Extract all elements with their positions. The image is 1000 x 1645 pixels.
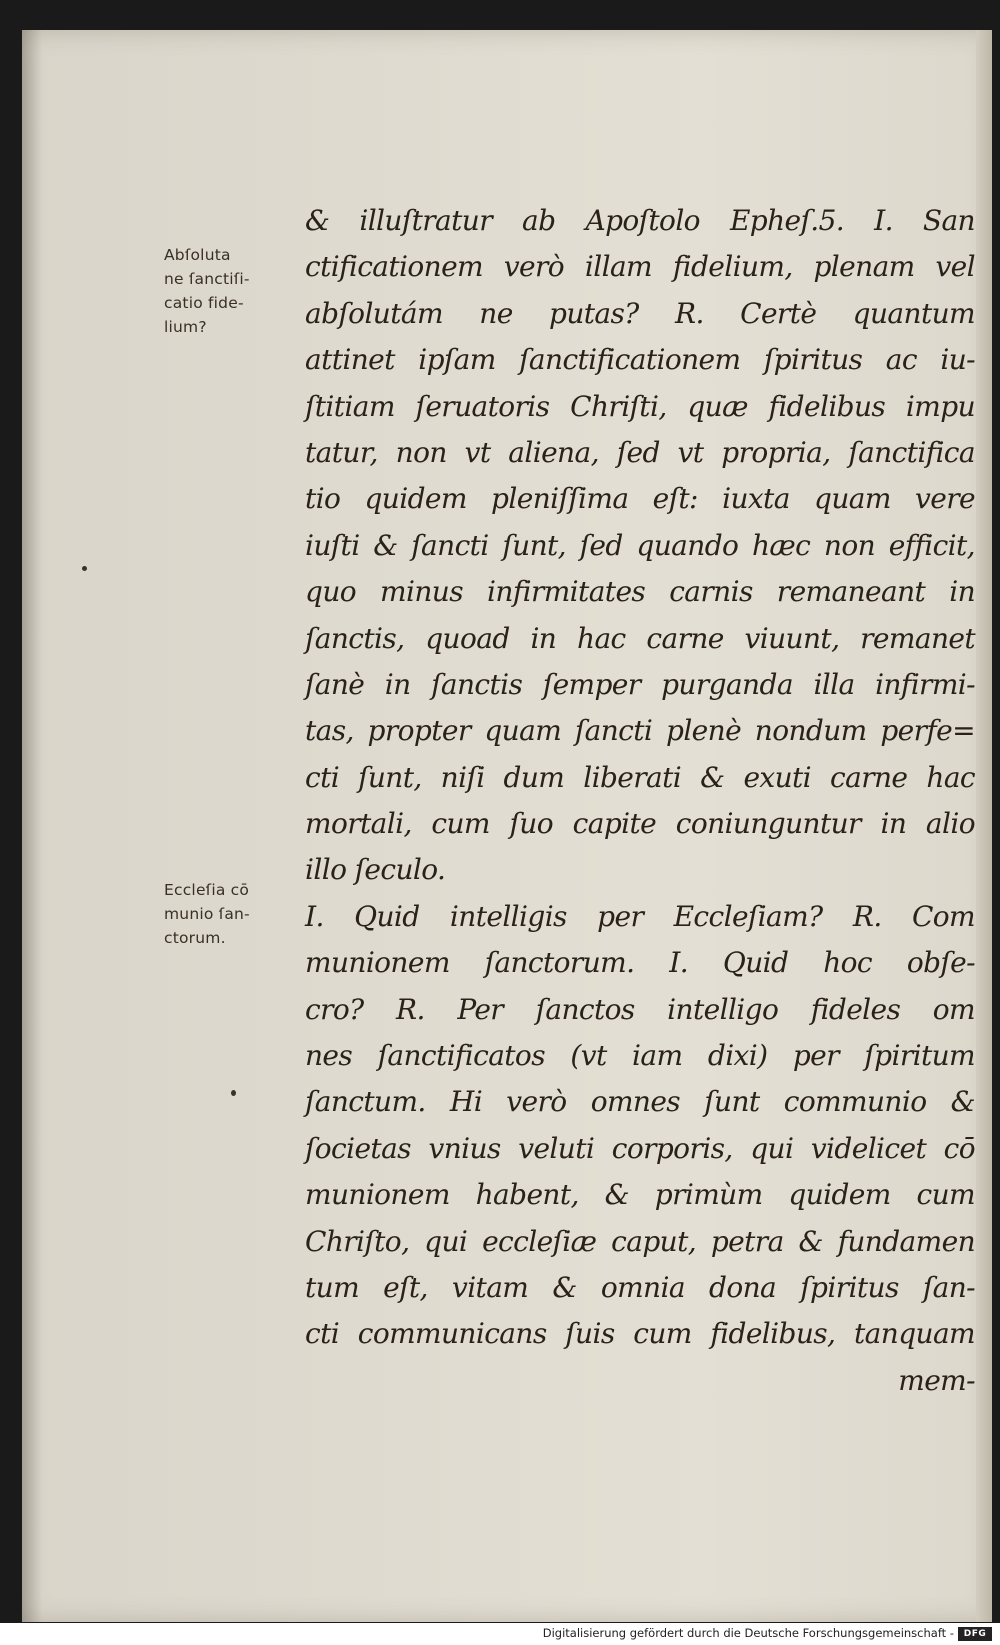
catchword: mem- xyxy=(898,1363,975,1397)
text-line: tio quidem pleniſſima eſt: iuxta quam vere xyxy=(305,482,975,516)
margin-note-line: Abſoluta xyxy=(164,246,231,264)
text-line: nes ſanctificatos (vt iam dixi) per ſpiritum xyxy=(305,1039,975,1073)
text-line: ſanctis, quoad in hac carne viuunt, remanet xyxy=(305,621,975,655)
margin-note-line: ne ſanctiſi- xyxy=(164,270,250,288)
text-line: munionem habent, & primùm quidem cum xyxy=(305,1178,975,1212)
ink-speck xyxy=(82,566,87,571)
text-line: tum eſt, vitam & omnia dona ſpiritus ſan- xyxy=(305,1270,975,1304)
footer-credit: Digitalisierung gefördert durch die Deutsche Forschungsgemeinschaft - xyxy=(542,1626,954,1640)
text-line: quo minus infirmitates carnis remaneant in xyxy=(305,575,975,609)
book-page xyxy=(22,30,992,1622)
text-line: ſanè in ſanctis ſemper purganda illa infirmi- xyxy=(305,667,975,701)
text-line: cti communicans ſuis cum fidelibus, tanquam xyxy=(305,1317,975,1351)
text-line: munionem ſanctorum. I. Quid hoc obſe- xyxy=(305,946,975,980)
text-line: iuſti & ſancti ſunt, ſed quando hæc non efficit, xyxy=(305,528,975,562)
margin-note-church-communion xyxy=(164,878,292,950)
text-line: tas, propter quam ſancti plenè nondum perfe= xyxy=(305,714,975,748)
text-line: Chriſto, qui eccleſiæ caput, petra & fundamen xyxy=(305,1224,975,1258)
text-line: ſanctum. Hi verò omnes ſunt communio & xyxy=(305,1085,975,1119)
text-line: ſtitiam ſeruatoris Chriſti, quæ fidelibus impu xyxy=(305,389,975,423)
dfg-logo-icon: DFG xyxy=(958,1627,992,1641)
text-line: abſolutám ne putas? R. Certè quantum xyxy=(305,296,975,330)
margin-note-line: catio fide- xyxy=(164,294,244,312)
text-line: illo ſeculo. xyxy=(305,853,446,887)
text-line: cti ſunt, niſi dum liberati & exuti carne hac xyxy=(305,760,975,794)
margin-note-line: ctorum. xyxy=(164,929,226,947)
ink-speck xyxy=(231,1090,236,1096)
text-line: & illuſtratur ab Apoſtolo Epheſ.5. I. San xyxy=(305,204,975,237)
text-line: I. Quid intelligis per Eccleſiam? R. Com xyxy=(305,899,975,933)
margin-note-line: munio ſan- xyxy=(164,905,250,923)
page-edge xyxy=(976,30,992,1622)
text-line: attinet ipſam ſanctificationem ſpiritus ac iu- xyxy=(305,343,975,377)
margin-note-line: lium? xyxy=(164,318,207,336)
text-line: ctificationem verò illam fidelium, plenam vel xyxy=(305,250,975,284)
margin-note-absolute-sanctification xyxy=(164,243,292,339)
text-line: ſocietas vnius veluti corporis, qui videlicet cō xyxy=(305,1131,975,1165)
text-line: tatur, non vt aliena, ſed vt propria, ſanctifica xyxy=(305,435,975,469)
text-line: mortali, cum ſuo capite coniunguntur in alio xyxy=(305,807,975,841)
binding-shadow xyxy=(22,30,42,1622)
main-text-block xyxy=(305,198,975,1404)
text-line: cro? R. Per ſanctos intelligo fideles om xyxy=(305,992,975,1026)
margin-note-line: Eccleſia cō xyxy=(164,881,250,899)
footer-bar xyxy=(0,1623,1000,1645)
